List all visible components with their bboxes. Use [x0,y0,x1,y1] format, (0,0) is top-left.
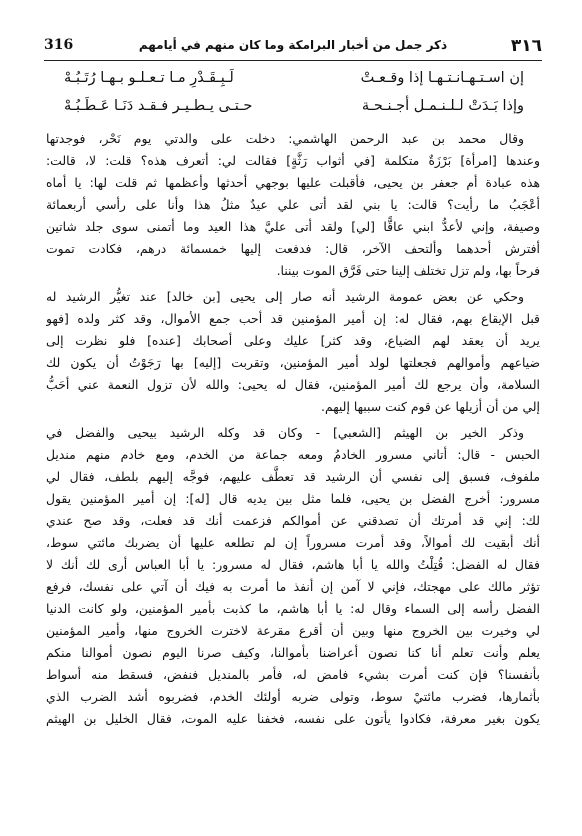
text-line: ضياعهم وأموالهم فجعلتها لولد أمير المؤمنين، وتقربت [إليه] بها رَجَوْتُ أن يكون لك [46,355,540,370]
verse-first-hemistich: وإذا بَـدَتْ لـلـنـمـل أجـنـحـة [361,98,524,114]
text-line: يكون بغير معرفة، فكادوا يأتون على نفسه، فخفنا عليه الموت، فقال الخليل بن الهيثم [46,711,540,726]
text-line: هذه عبادة أم جعفر بن يحيى، فأقبلت عليها بوجهي أحدثها وأعظمها ثم قلت لها: يا أماه [46,175,540,190]
text-line: السلامة، وأن يرجع لك أمير المؤمنين، فقال له يحيى: والله لأن تزول النعمة عني أحَبُّ [46,377,540,392]
body-text [46,128,540,734]
text-line: أفترش أحدهما وألتحف الآخر، قال: فدفعت إليها خمسمائة درهم، فكادت تموت [46,241,540,256]
page-header [44,36,542,58]
text-line: يريد أن يعقد لهم الضياع، وقد كثر] عليك وعلى أصحابك [عنده] فلو نظرت إلى [46,333,540,348]
text-line: بأنفسنا؟ فإن كنت أمرت بشيء فامض له، فأمر بالمنديل فنفض، فسقط منه أسواط [46,667,540,682]
paragraph [46,422,540,730]
text-line: أعْجَبُ ما رأيت؟ قالت: يا بني لقد أتى علي عيدٌ مثلُ هذا وأنا على رأسي أربعمائة [46,197,540,212]
verse-second-hemistich: لَـبِـقَـدْرِ مـا تـعـلـو بـهـا رُتَـبُـهْ [64,70,234,86]
text-line: الفضل رأسه إلى السماء وقال له: يا أبا هاشم، ما كذبت بأمير المؤمنين، ولو كانت الدنيا [46,601,540,616]
text-line: الحبس - قال: أتاني مسرور الخادمُ ومعه جماعة من الخدم، ومع خادم منهم منديل [46,447,540,462]
text-line: يعلم وأنت تعلم أنا كنا نصون أعراضنا بأموالنا، وكيف صرنا اليوم نصون أموالنا منكم [46,645,540,660]
poem-verse [64,92,524,120]
text-line: إلي من أن أزيلها عن قوم كنت سببها إليهم. [321,399,540,414]
running-title: ذكر جمل من أخبار البرامكة وما كان منهم في أيامهم [138,38,448,52]
text-line: وعندها [امرأة] بَرْزَةٌ متكلمة [في أثواب رَثَّةٍ] فقالت لي: أتعرف هذه؟ قلت: لا، قالت: [46,153,540,168]
text-line: وحكي عن بعض عمومة الرشيد أنه صار إلى يحيى [بن خالد] عند تغيُّر الرشيد له [46,289,524,304]
verse-first-hemistich: إن اسـتـهـانـتـهـا إذا وقـعـتْ [360,70,524,86]
verse-second-hemistich: حـتـى يـطـيـر فـقـد دَنَـا عَـطَـبُـهْ [64,98,253,114]
text-line: ملفوف، فسبق إلى نفسي أن الرشيد قد تعطَّف عليهم، فوجَّه إليهم بلطف، فقال لي [46,469,540,484]
text-line: فقال له الفضل: قُتِلْتُ والله يا أبا هاشم، فقال له مسرور: يا أبا العباس أرى لك أنك لا [46,557,540,572]
text-line: تؤثر مالك على مهجتك، فإني لا آمن إن أنفذ ما أمرت به فيك أن آتي على نفسك، فرفع [46,579,540,594]
header-rule [44,60,542,61]
poem [64,64,524,120]
text-line: أنك أبقيت لك أموالاً، وقد أمرت مسروراً إن لم تطلعه عليها أن يضربك مائتي سوط، [46,535,540,550]
text-line: مسرور: أخرج الفضل بن يحيى، فلما مثل بين يديه قال [له]: إن أمير المؤمنين يقول [46,491,540,506]
text-line: لك: إني قد أمرتك أن تصدقني عن أموالكم فزعمت أنك قد فعلت، وقد صح عندي [46,513,540,528]
text-line: قبل الإيقاع بهم، فقال له: إن أمير المؤمنين قد أحب جمع الأموال، وقد كثر ولده [فهو [46,311,540,326]
text-line: لي وخيرت بين الخروج منها وبين أن أقرع مقرعة لاخترت الخروج منها، وأمير المؤمنين [46,623,540,638]
page-number: 316 [44,37,74,53]
text-line: فرحاً بها، ولم تزل تختلف إلينا حتى فَرَّق الموت بيننا. [276,263,540,278]
paragraph [46,128,540,282]
poem-verse [64,64,524,92]
page-number-arabic: ٣١٦ [510,36,542,56]
text-line: وقال محمد بن عبد الرحمن الهاشمي: دخلت على والدتي يوم نَحْر، فوجدتها [46,131,524,146]
paragraph [46,286,540,418]
text-line: وذكر الخير بن الهيثم [الشعبي] - وكان قد وكله الرشيد بيحيى والفضل في [46,425,524,440]
text-line: بأثمارها، فضرب مائتيْ سوط، وتولى ضربه أولئك الخدم، فضربوه أشد الضرب الذي [46,689,540,704]
text-line: وصيفة، وإني لأعدُّ ابني عاقًّا [لي] ولقد أتى عليَّ هذا العيد وما أتمنى سوى جلد شاتين [46,219,540,234]
